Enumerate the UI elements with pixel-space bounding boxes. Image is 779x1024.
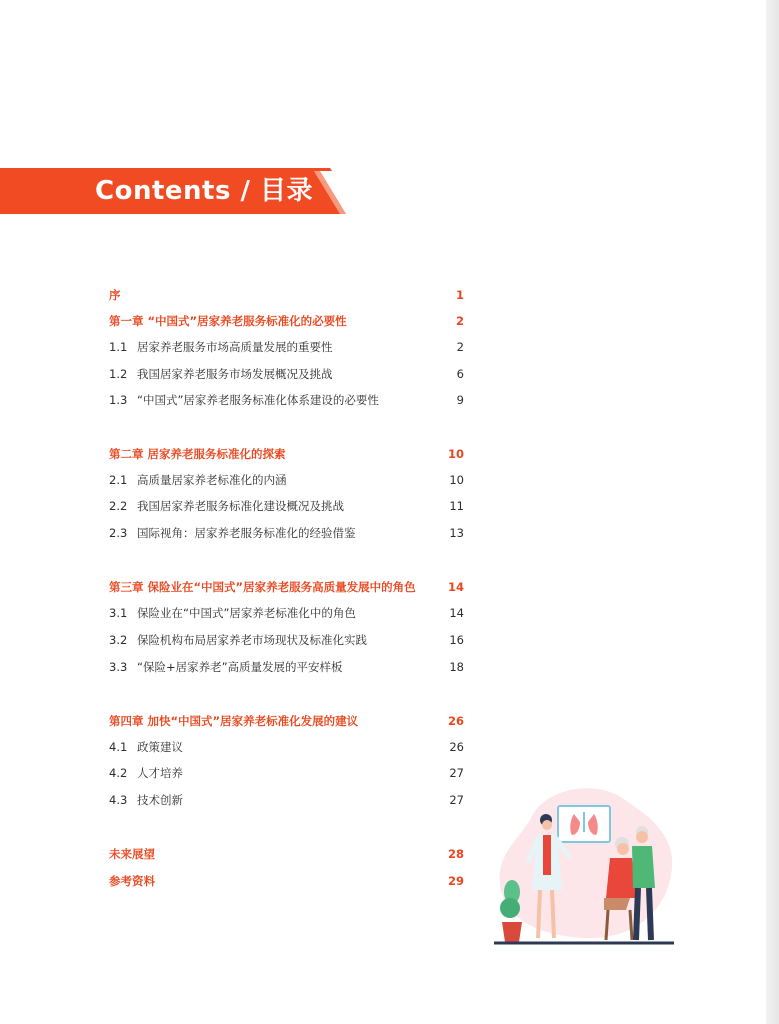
toc-section-number: 4.1 (109, 740, 128, 754)
toc-section-row[interactable] (109, 497, 464, 515)
toc-entry-title: 居家养老服务市场高质量发展的重要性 (137, 340, 333, 354)
toc-page-number: 28 (447, 847, 464, 861)
toc-section-number: 2.2 (109, 499, 128, 513)
toc-section-row[interactable] (109, 338, 464, 356)
toc-page-number: 10 (449, 473, 464, 487)
toc-section-row[interactable] (109, 658, 464, 676)
toc-page-number: 18 (449, 660, 464, 674)
toc-section-number: 4.2 (109, 766, 128, 780)
page-title: Contents / 目录 (95, 176, 314, 206)
elderly-care-illustration-icon (490, 780, 680, 950)
toc-section-number: 3.3 (109, 660, 128, 674)
toc-section-number: 1.1 (109, 340, 128, 354)
toc-entry-title: 未来展望 (109, 847, 155, 861)
toc-entry-title: 国际视角：居家养老服务标准化的经验借鉴 (137, 526, 356, 540)
toc-chapter-row[interactable] (109, 445, 464, 463)
toc-section-row[interactable] (109, 604, 464, 622)
toc-entry-title: 高质量居家养老标准化的内涵 (137, 473, 287, 487)
toc-page-number: 1 (455, 288, 464, 302)
toc-entry-title: “保险+居家养老”高质量发展的平安样板 (137, 660, 343, 674)
toc-section-row[interactable] (109, 524, 464, 542)
toc-entry-title: 第四章 加快“中国式”居家养老标准化发展的建议 (109, 714, 359, 728)
toc-page-number: 10 (447, 447, 464, 461)
toc-page-number: 27 (449, 766, 464, 780)
toc-section-number: 1.3 (109, 393, 128, 407)
toc-page-number: 2 (455, 314, 464, 328)
toc-entry-title: 人才培养 (137, 766, 183, 780)
toc-section-row[interactable] (109, 738, 464, 756)
toc-page-number: 13 (449, 526, 464, 540)
toc-chapter-row[interactable] (109, 845, 464, 863)
toc-page-number: 16 (449, 633, 464, 647)
toc-page-number: 14 (447, 580, 464, 594)
toc-entry-title: 保险机构布局居家养老市场现状及标准化实践 (137, 633, 367, 647)
toc-page-number: 11 (449, 499, 464, 513)
toc-section-number: 3.1 (109, 606, 128, 620)
toc-page-number: 6 (456, 367, 464, 381)
toc-page-number: 26 (449, 740, 464, 754)
toc-entry-title: 政策建议 (137, 740, 183, 754)
toc-chapter-row[interactable] (109, 578, 464, 596)
toc-chapter-row[interactable] (109, 312, 464, 330)
toc-entry-title: 序 (109, 288, 121, 302)
toc-section-row[interactable] (109, 764, 464, 782)
toc-section-number: 2.1 (109, 473, 128, 487)
toc-section-row[interactable] (109, 471, 464, 489)
toc-page-number: 9 (456, 393, 464, 407)
toc-entry-title: 第三章 保险业在“中国式”居家养老服务高质量发展中的角色 (109, 580, 416, 594)
toc-section-number: 2.3 (109, 526, 128, 540)
toc-chapter-row[interactable] (109, 872, 464, 890)
toc-section-number: 1.2 (109, 367, 128, 381)
toc-chapter-row[interactable] (109, 712, 464, 730)
toc-entry-title: 第一章 “中国式”居家养老服务标准化的必要性 (109, 314, 347, 328)
page-edge (766, 0, 779, 1024)
toc-page-number: 29 (447, 874, 464, 888)
toc-section-row[interactable] (109, 631, 464, 649)
toc-page-number: 27 (449, 793, 464, 807)
toc-entry-title: 技术创新 (137, 793, 183, 807)
toc-section-number: 4.3 (109, 793, 128, 807)
contents-banner (0, 168, 346, 214)
toc-section-row[interactable] (109, 791, 464, 809)
toc-page-number: 2 (456, 340, 464, 354)
toc-entry-title: 第二章 居家养老服务标准化的探索 (109, 447, 286, 461)
toc-entry-title: 我国居家养老服务标准化建设概况及挑战 (137, 499, 344, 513)
toc-entry-title: 参考资料 (109, 874, 155, 888)
toc-section-number: 3.2 (109, 633, 128, 647)
toc-section-row[interactable] (109, 391, 464, 409)
toc-chapter-row[interactable] (109, 286, 464, 304)
toc-section-row[interactable] (109, 365, 464, 383)
toc-entry-title: 我国居家养老服务市场发展概况及挑战 (137, 367, 333, 381)
toc-entry-title: 保险业在“中国式”居家养老标准化中的角色 (137, 606, 356, 620)
toc-page-number: 26 (447, 714, 464, 728)
toc-page-number: 14 (449, 606, 464, 620)
toc-entry-title: “中国式”居家养老服务标准化体系建设的必要性 (137, 393, 379, 407)
